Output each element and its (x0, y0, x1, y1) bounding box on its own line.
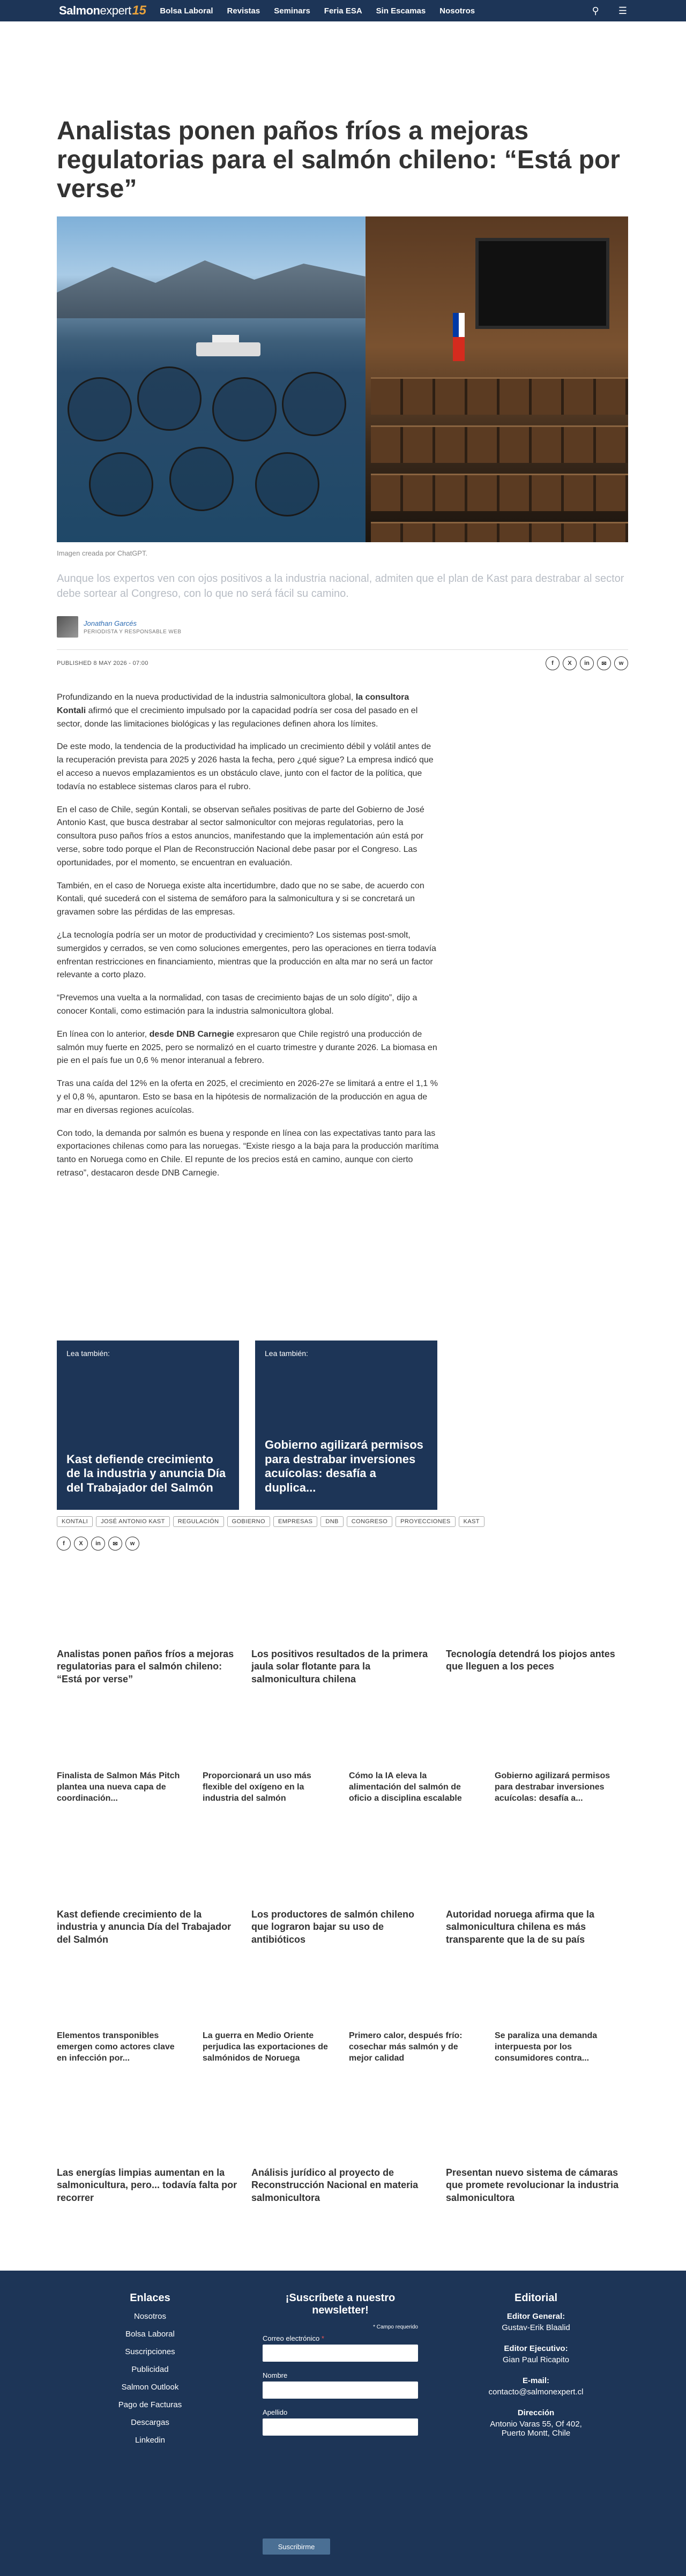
news-link[interactable]: Analistas ponen paños fríos a mejoras regulatorias para el salmón chileno: “Está por verse” (57, 1649, 234, 1684)
paragraph: “Prevemos una vuelta a la normalidad, con tasas de crecimiento bajas de un solo dígito”, dijo a conocer Kontali, como estimación para la industria salmonicultora global. (57, 993, 417, 1016)
general-editor-label: Editor General: (506, 2312, 565, 2321)
tag-regulacion[interactable]: REGULACIÓN (173, 1516, 224, 1527)
footer-link-nosotros[interactable]: Nosotros (133, 2312, 167, 2321)
paragraph: En línea con lo anterior, desde DNB Carnegie expresaron que Chile registró una producción de salmón muy fuerte en 2025, pero se normalizó en el cuarto trimestre y durante 2026. La biomasa en pie en el país fue un 0,6 % menor interanual a febrero. (57, 1029, 437, 1066)
footer-link-descargas[interactable]: Descargas (131, 2418, 169, 2427)
main-nav (160, 6, 475, 16)
paragraph: ¿La tecnología podría ser un motor de productividad y crecimiento? Los sistemas post-smolt, sumergidos y cerrados, se ven como soluciones emergentes, pero las operaciones en tierra todavía enfrentan restricciones en financiamiento, mientras que la producción en alta mar no será un factor relevante a corto plazo. (57, 930, 436, 980)
news-link[interactable]: La guerra en Medio Oriente perjudica las exportaciones de salmónidos de Noruega (203, 2031, 328, 2063)
image-caption: Imagen creada por ChatGPT. (57, 549, 148, 557)
footer-link-publicidad[interactable]: Publicidad (131, 2365, 169, 2374)
salmon-farm-scene (57, 216, 366, 542)
nav-sin-escamas[interactable]: Sin Escamas (376, 6, 426, 16)
nav-feria-esa[interactable]: Feria ESA (324, 6, 362, 16)
publish-meta (57, 649, 628, 670)
exec-editor-name: Gian Paul Ricapito (502, 2355, 570, 2364)
footer-link-linkedin[interactable]: Linkedin (135, 2436, 165, 2445)
share-buttons-top (546, 656, 628, 670)
address-title: Dirección (517, 2408, 555, 2417)
article-body (57, 691, 440, 1190)
news-link[interactable]: Kast defiende crecimiento de la industria y anuncia Día del Trabajador del Salmón (57, 1909, 232, 1945)
article-lede: Aunque los expertos ven con ojos positivos a la industria nacional, admiten que el plan de Kast para destrabar al sector debe sortear al Congreso, con lo que no será fácil su camino. (57, 573, 624, 600)
editorial-title: Editorial (514, 2292, 557, 2304)
menu-icon[interactable]: ☰ (618, 5, 627, 16)
related-card[interactable] (255, 1341, 437, 1510)
logo-salmon-text: Salmon (59, 4, 100, 17)
paragraph: Tras una caída del 12% en la oferta en 2025, el crecimiento en 2026-27e se limitará a entre el 1,1 % y el 0,8 %, apuntaron. Esto se basa en la hipótesis de normalización de la producción en agua de mar en diversas regiones acuícolas. (57, 1079, 438, 1115)
author-block (57, 616, 181, 638)
contact-email[interactable]: contacto@salmonexpert.cl (488, 2387, 584, 2397)
chile-flag-shape (453, 313, 465, 361)
email-label: Correo electrónico * (263, 2334, 324, 2342)
footer-link-salmon-outlook[interactable]: Salmon Outlook (121, 2383, 179, 2392)
related-card[interactable] (57, 1341, 239, 1510)
news-link[interactable]: Proporcionará un uso más flexible del oxígeno en la industria del salmón (203, 1771, 311, 1803)
lastname-field[interactable] (263, 2418, 418, 2436)
footer-link-bolsa-laboral[interactable]: Bolsa Laboral (125, 2330, 175, 2339)
article-title: Analistas ponen paños fríos a mejoras regulatorias para el salmón chileno: “Está por verse” (57, 117, 620, 203)
related-label: Lea también: (66, 1349, 110, 1358)
email-share-icon[interactable]: ✉ (108, 1537, 122, 1551)
tag-congreso[interactable]: CONGRESO (347, 1516, 392, 1527)
tag-list (57, 1516, 484, 1527)
news-link[interactable]: Los productores de salmón chileno que lograron bajar su uso de antibióticos (251, 1909, 415, 1945)
site-logo[interactable] (59, 3, 146, 18)
footer-link-pago-facturas[interactable]: Pago de Facturas (118, 2400, 182, 2409)
nav-revistas[interactable]: Revistas (227, 6, 260, 16)
news-link[interactable]: Gobierno agilizará permisos para destrabar inversiones acuícolas: desafía a... (495, 1771, 610, 1803)
linkedin-share-icon[interactable]: in (580, 656, 594, 670)
logo-anniversary-badge: 15 (132, 3, 146, 18)
address-line-2: Puerto Montt, Chile (501, 2429, 571, 2438)
name-field[interactable] (263, 2382, 418, 2399)
header-icons (592, 0, 627, 21)
news-link[interactable]: Elementos transponibles emergen como actores clave en infección por... (57, 2031, 175, 2063)
paragraph: Profundizando en la nueva productividad de la industria salmonicultora global, la consultora Kontali afirmó que el crecimiento impulsado por la capacidad podría ser cosa del pasado en el sector, donde las limitaciones biológicas y las regulaciones definen ahora los límites. (57, 693, 418, 729)
share-buttons-bottom (57, 1537, 139, 1551)
tag-kast[interactable]: KAST (459, 1516, 484, 1527)
author-avatar[interactable] (57, 616, 78, 638)
email-field[interactable] (263, 2345, 418, 2362)
author-role: PERIODISTA Y RESPONSABLE WEB (84, 628, 182, 635)
newsletter-title: ¡Suscríbete a nuestro newsletter! (285, 2292, 396, 2316)
newsletter-column (263, 2292, 418, 2445)
boat-shape (196, 342, 260, 356)
paragraph: En el caso de Chile, según Kontali, se observan señales positivas de parte del Gobierno de José Antonio Kast, que busca destrabar al sector salmonicultor con mejoras regulatorias, pero la consultora puso paños fríos a estos anuncios, manifestando que la implementación aún está por verse, sobre todo porque el Plan de Reconstrucción Nacional debe pasar por el Congreso. Las oportunidades, por el momento, se encuentran en evaluación. (57, 805, 424, 867)
footer-links-title: Enlaces (130, 2292, 170, 2304)
paragraph: De este modo, la tendencia de la productividad ha implicado un crecimiento débil y volátil antes de la recuperación prevista para 2025 y 2026 hasta la fecha, pero ¿qué sigue? La empresa indicó que el acceso a nuevos emplazamientos es un obstáculo clave, junto con el factor de la política, que todavía no establece sistemas claros para el rubro. (57, 742, 434, 791)
facebook-share-icon[interactable]: f (57, 1537, 71, 1551)
related-title[interactable]: Gobierno agilizará permisos para destrabar inversiones acuícolas: desafía a duplica... (265, 1438, 423, 1494)
news-link[interactable]: Primero calor, después frío: cosechar más salmón y de mejor calidad (349, 2031, 463, 2063)
name-label: Nombre (263, 2371, 288, 2379)
news-link[interactable]: Tecnología detendrá los piojos antes que lleguen a los peces (446, 1649, 615, 1672)
whatsapp-share-icon[interactable]: w (614, 656, 628, 670)
chamber-screen (475, 238, 609, 329)
nav-nosotros[interactable]: Nosotros (439, 6, 475, 16)
news-link[interactable]: Se paraliza una demanda interpuesta por los consumidores contra... (495, 2031, 598, 2063)
top-navigation-bar (0, 0, 686, 21)
paragraph: También, en el caso de Noruega existe alta incertidumbre, dado que no se sabe, de acuerdo con Kontali, qué sucederá con el sistema de semáforo para la salmonicultura y si se concretará un gravamen sobre las pérdidas de las empresas. (57, 881, 424, 917)
subscribe-button[interactable]: Suscribirme (263, 2538, 330, 2555)
hero-image (57, 216, 628, 542)
linkedin-share-icon[interactable]: in (91, 1537, 105, 1551)
required-note: * Campo requerido (373, 2324, 418, 2330)
site-footer (0, 2271, 686, 2576)
related-title[interactable]: Kast defiende crecimiento de la industria y anuncia Día del Trabajador del Salmón (66, 1452, 226, 1494)
news-link[interactable]: Autoridad noruega afirma que la salmonicultura chilena es más transparente que la de su país (446, 1909, 595, 1945)
paragraph: Con todo, la demanda por salmón es buena y responde en línea con las expectativas tanto para las exportaciones chilenas como para las noruegas. “Existe riesgo a la baja para la producción marítima tanto en Noruega como en Chile. El repunte de los precios está en camino, aunque con cierto retraso”, destacaron desde DNB Carnegie. (57, 1128, 439, 1178)
nav-seminars[interactable]: Seminars (274, 6, 310, 16)
tag-empresas[interactable]: EMPRESAS (273, 1516, 317, 1527)
contact-email-label: E-mail: (522, 2376, 549, 2385)
news-link[interactable]: Presentan nuevo sistema de cámaras que promete revolucionar la industria salmonicultora (446, 2167, 619, 2203)
tag-proyecciones[interactable]: PROYECCIONES (396, 1516, 455, 1527)
x-share-icon[interactable]: X (74, 1537, 88, 1551)
news-link[interactable]: Las energías limpias aumentan en la salmonicultura, pero... todavía falta por recorrer (57, 2167, 237, 2203)
news-link[interactable]: Los positivos resultados de la primera jaula solar flotante para la salmonicultura chilena (251, 1649, 428, 1684)
exec-editor-label: Editor Ejecutivo: (504, 2344, 568, 2353)
whatsapp-share-icon[interactable]: w (125, 1537, 139, 1551)
x-share-icon[interactable]: X (563, 656, 577, 670)
news-link[interactable]: Finalista de Salmon Más Pitch plantea una nueva capa de coordinación... (57, 1771, 180, 1803)
newsletter-form (263, 2324, 418, 2445)
related-articles (57, 1341, 437, 1510)
tag-kontali[interactable]: KONTALI (57, 1516, 93, 1527)
tag-dnb[interactable]: DNB (320, 1516, 343, 1527)
tag-gobierno[interactable]: GOBIERNO (227, 1516, 271, 1527)
author-name[interactable]: Jonathan Garcés (84, 619, 137, 627)
footer-links-column (96, 2292, 204, 2453)
related-label: Lea también: (265, 1349, 308, 1358)
search-icon[interactable]: ⚲ (592, 5, 599, 16)
news-link[interactable]: Cómo la IA eleva la alimentación del salmón de oficio a disciplina escalable (349, 1771, 462, 1803)
congress-chamber-scene (366, 216, 628, 542)
facebook-share-icon[interactable]: f (546, 656, 560, 670)
address-line-1: Antonio Varas 55, Of 402, (490, 2420, 582, 2429)
footer-link-suscripciones[interactable]: Suscripciones (125, 2347, 175, 2356)
published-date: PUBLISHED 8 MAY 2026 - 07:00 (57, 660, 148, 667)
tag-jose-antonio-kast[interactable]: JOSÉ ANTONIO KAST (96, 1516, 170, 1527)
nav-bolsa-laboral[interactable]: Bolsa Laboral (160, 6, 213, 16)
general-editor-name: Gustav-Erik Blaalid (502, 2323, 570, 2332)
lastname-label: Apellido (263, 2408, 288, 2416)
news-link[interactable]: Análisis jurídico al proyecto de Reconstrucción Nacional en materia salmonicultora (251, 2167, 419, 2203)
email-share-icon[interactable]: ✉ (597, 656, 611, 670)
logo-expert-text: expert (100, 4, 131, 17)
editorial-column (472, 2292, 600, 2450)
